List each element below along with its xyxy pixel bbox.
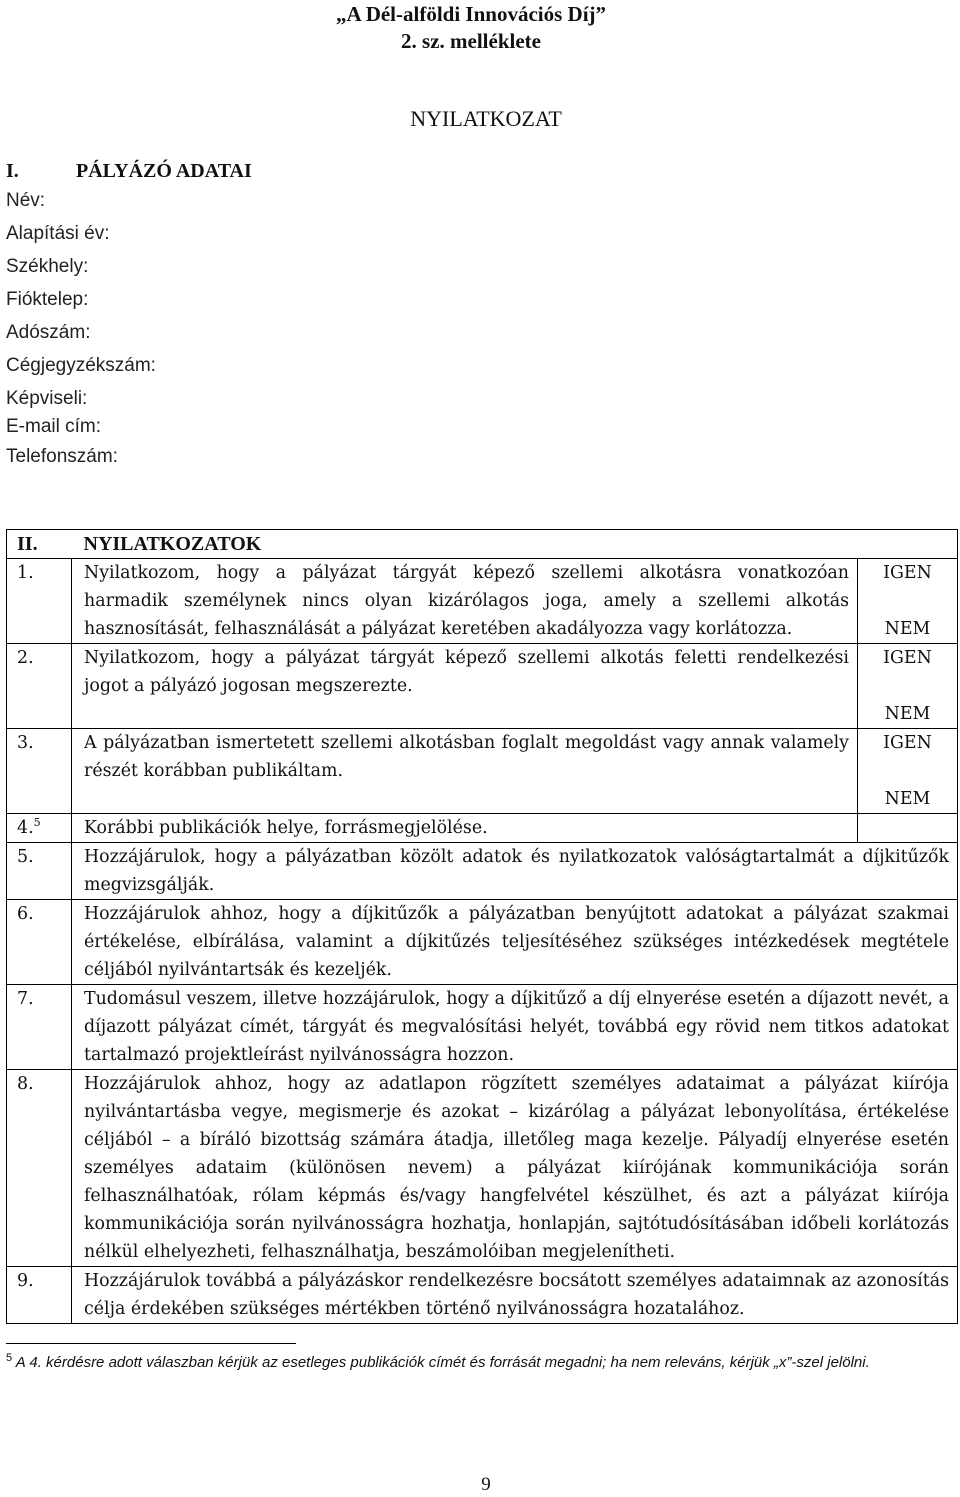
section2-heading-row: [7, 530, 958, 559]
field-name: Név:: [6, 190, 46, 211]
item-text: A pályázatban ismertetett szellemi alkotásban foglalt megoldást vagy annak valamely részét korábban publikáltam.: [72, 729, 858, 814]
header-line2: 2. sz. melléklete: [401, 29, 541, 53]
item-number: 9.: [7, 1267, 72, 1324]
footnote-divider: [6, 1343, 296, 1344]
item-number: 2.: [7, 644, 72, 729]
option-no[interactable]: NEM: [884, 619, 931, 639]
footnote-ref: 5: [33, 816, 41, 830]
declaration-row: [7, 729, 958, 814]
document-title: NYILATKOZAT: [410, 106, 562, 131]
page-number: 9: [481, 1474, 491, 1495]
field-phone: Telefonszám:: [6, 446, 118, 467]
section1-number: I.: [6, 160, 19, 182]
item-text: Hozzájárulok, hogy a pályázatban közölt adatok és nyilatkozatok valóságtartalmát a díjkitűzők megvizsgálják.: [72, 843, 958, 900]
options-cell: [858, 644, 958, 729]
section2-number: II.: [7, 530, 72, 559]
answer-cell[interactable]: [858, 814, 958, 843]
item-text: Hozzájárulok továbbá a pályázáskor rendelkezésre bocsátott személyes adataimnak az azonosítás célja érdekében szükséges mértékben történő nyilvánosságra hozatalához.: [72, 1267, 958, 1324]
declaration-row: [7, 1070, 958, 1267]
field-company-reg-number: Cégjegyzékszám:: [6, 355, 156, 376]
field-email: E-mail cím:: [6, 416, 101, 437]
section2-title: NYILATKOZATOK: [72, 530, 958, 559]
option-yes[interactable]: IGEN: [883, 733, 932, 753]
option-no[interactable]: NEM: [884, 704, 931, 724]
declaration-row: [7, 985, 958, 1070]
declaration-row: [7, 1267, 958, 1324]
options-cell: [858, 559, 958, 644]
item-number-text: 4.: [17, 818, 34, 838]
footnote-text: A 4. kérdésre adott válaszban kérjük az esetleges publikációk címét és forrását megadni; ha nem releváns, kérjük „x”-szel jelölni.: [15, 1354, 870, 1371]
item-text: Nyilatkozom, hogy a pályázat tárgyát képező szellemi alkotásra vonatkozóan harmadik személynek nincs olyan kizárólagos joga, amely a szellemi alkotás hasznosítását, felhasználását a pályázat keretében akadályozza vagy korlátozza.: [72, 559, 858, 644]
declaration-row: [7, 843, 958, 900]
item-number: 7.: [7, 985, 72, 1070]
item-text: Hozzájárulok ahhoz, hogy az adatlapon rögzített személyes adataimat a pályázat kiírója nyilvántartásba vegye, megismerje és azokat – kizárólag a pályázat lebonyolítása, értékelése céljából – a bíráló bizottság számára átadja, illetőleg maga kezelje. Pályadíj elnyerése esetén személyes adataim (különösen nevem) a pályázat kiírójának kommunikációja során felhasználhatóak, rólam képmás és/vagy hangfelvétel készülhet, és azt a pályázat kiírója kommunikációja során nyilvánosságra hozhatja, honlapján, sajtótudósításában időbeli korlátozás nélkül elhelyezheti, felhasználhatja, beszámolóiban megjelenítheti.: [72, 1070, 958, 1267]
item-number: 3.: [7, 729, 72, 814]
item-number: 6.: [7, 900, 72, 985]
item-number: 5.: [7, 843, 72, 900]
field-headquarters: Székhely:: [6, 256, 89, 277]
footnote-mark: 5: [6, 1352, 13, 1364]
item-text: Tudomásul veszem, illetve hozzájárulok, hogy a díjkitűző a díj elnyerése esetén a díjazott nevét, a díjazott pályázat címét, tárgyát és megvalósítási helyét, továbbá egy rövid nem titkos adatokat tartalmazó projektleírást nyilvánosságra hozzon.: [72, 985, 958, 1070]
declaration-row: [7, 644, 958, 729]
declarations-table: [6, 529, 958, 1324]
item-number: 8.: [7, 1070, 72, 1267]
field-branch: Fióktelep:: [6, 289, 89, 310]
item-text: Nyilatkozom, hogy a pályázat tárgyát képező szellemi alkotás feletti rendelkezési jogot a pályázó jogosan megszerezte.: [72, 644, 858, 729]
declaration-row: [7, 559, 958, 644]
option-yes[interactable]: IGEN: [883, 563, 932, 583]
header-line1: „A Dél-alföldi Innovációs Díj”: [335, 2, 607, 26]
item-text: Korábbi publikációk helye, forrásmegjelölése.: [72, 814, 858, 843]
field-tax-number: Adószám:: [6, 322, 91, 343]
option-no[interactable]: NEM: [884, 789, 931, 809]
footnote: [6, 1352, 946, 1373]
item-number: [7, 814, 72, 843]
section1-heading: [6, 160, 252, 183]
item-text: Hozzájárulok ahhoz, hogy a díjkitűzők a pályázatban benyújtott adatokat a pályázat szakmai értékelése, elbírálása, valamint a díjkitűzés teljesítéséhez szükséges intézkedések megtétele céljából nyilvántartsák és kezeljék.: [72, 900, 958, 985]
options-cell: [858, 729, 958, 814]
declaration-row: [7, 900, 958, 985]
section1-title: PÁLYÁZÓ ADATAI: [76, 160, 252, 182]
field-representative: Képviseli:: [6, 388, 88, 409]
item-number: 1.: [7, 559, 72, 644]
option-yes[interactable]: IGEN: [883, 648, 932, 668]
declaration-row: [7, 814, 958, 843]
field-founding-year: Alapítási év:: [6, 223, 110, 244]
